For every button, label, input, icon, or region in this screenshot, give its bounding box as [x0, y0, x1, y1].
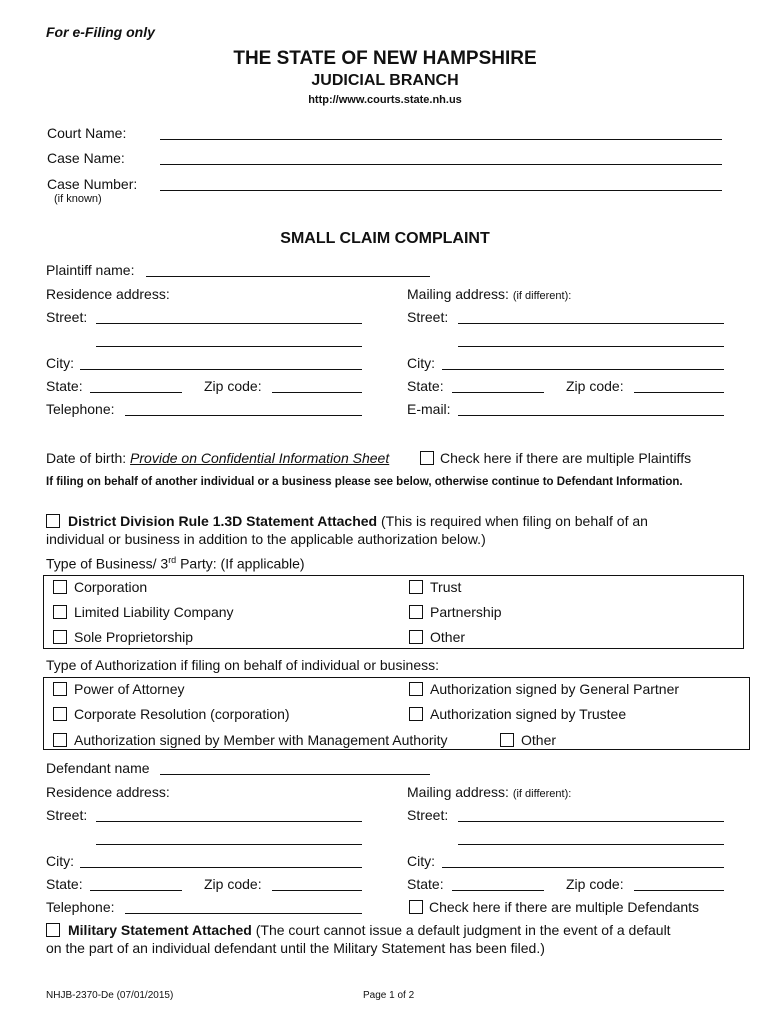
- defendant-mail-street-label: Street:: [407, 807, 449, 823]
- defendant-mail-street-field[interactable]: [458, 821, 724, 822]
- defendant-street2-field[interactable]: [96, 844, 362, 845]
- case-number-field[interactable]: [160, 190, 722, 191]
- plaintiff-mail-state-label: State:: [407, 378, 444, 394]
- plaintiff-street-field[interactable]: [96, 323, 362, 324]
- business-type-prefix: Type of Business/ 3: [46, 555, 169, 572]
- military-statement-checkbox[interactable]: [46, 923, 60, 937]
- plaintiff-city-label: City:: [46, 355, 74, 371]
- plaintiff-mailing-text: Mailing address:: [407, 286, 509, 302]
- behalf-note: If filing on behalf of another individual or a business please see below, otherwise continue to Defendant Information.: [46, 476, 683, 488]
- plaintiff-state-field[interactable]: [90, 392, 182, 393]
- business-type-sup: rd: [168, 555, 177, 565]
- defendant-mail-city-label: City:: [407, 853, 435, 869]
- dob-label: Date of birth:: [46, 450, 127, 466]
- llc-label: Limited Liability Company: [74, 604, 234, 620]
- plaintiff-state-label: State:: [46, 378, 83, 394]
- authorization-type-label: Type of Authorization if filing on behalf of individual or business:: [46, 657, 440, 673]
- plaintiff-telephone-label: Telephone:: [46, 401, 115, 417]
- rule-statement-title: District Division Rule 1.3D Statement Attached: [68, 513, 378, 529]
- trustee-checkbox[interactable]: [409, 707, 423, 721]
- dob-instruction: Provide on Confidential Information Sheet: [130, 450, 390, 466]
- defendant-street-label: Street:: [46, 807, 88, 823]
- plaintiff-mail-street2-field[interactable]: [458, 346, 724, 347]
- form-id: NHJB-2370-De (07/01/2015): [46, 990, 174, 1001]
- corporate-resolution-label: Corporate Resolution (corporation): [74, 706, 290, 722]
- trust-checkbox[interactable]: [409, 580, 423, 594]
- multiple-defendants-checkbox[interactable]: [409, 900, 423, 914]
- defendant-mail-street2-field[interactable]: [458, 844, 724, 845]
- plaintiff-street2-field[interactable]: [96, 346, 362, 347]
- authorization-other-label: Other: [521, 732, 557, 748]
- plaintiff-name-field[interactable]: [146, 276, 430, 277]
- sole-proprietorship-checkbox[interactable]: [53, 630, 67, 644]
- partnership-label: Partnership: [430, 604, 502, 620]
- member-authorization-checkbox[interactable]: [53, 733, 67, 747]
- member-authorization-label: Authorization signed by Member with Management Authority: [74, 732, 448, 748]
- court-name-label: Court Name:: [47, 125, 127, 141]
- multiple-plaintiffs-checkbox[interactable]: [420, 451, 434, 465]
- branch-title: JUDICIAL BRANCH: [311, 72, 459, 89]
- rule-statement-line1: [68, 513, 648, 529]
- partnership-checkbox[interactable]: [409, 605, 423, 619]
- if-known-note: (if known): [54, 193, 102, 205]
- defendant-telephone-label: Telephone:: [46, 899, 115, 915]
- defendant-if-different: (if different):: [512, 788, 572, 800]
- rule-statement-checkbox[interactable]: [46, 514, 60, 528]
- form-title: SMALL CLAIM COMPLAINT: [280, 230, 490, 247]
- power-of-attorney-label: Power of Attorney: [74, 681, 185, 697]
- general-partner-label: Authorization signed by General Partner: [430, 681, 680, 697]
- defendant-mail-state-label: State:: [407, 876, 444, 892]
- defendant-mail-zip-field[interactable]: [634, 890, 724, 891]
- case-name-field[interactable]: [160, 164, 722, 165]
- llc-checkbox[interactable]: [53, 605, 67, 619]
- general-partner-checkbox[interactable]: [409, 682, 423, 696]
- defendant-name-label: Defendant name: [46, 760, 150, 776]
- plaintiff-residence-label: Residence address:: [46, 286, 170, 302]
- military-statement-line1: [68, 922, 671, 938]
- plaintiff-city-field[interactable]: [80, 369, 362, 370]
- business-other-checkbox[interactable]: [409, 630, 423, 644]
- court-name-field[interactable]: [160, 139, 722, 140]
- plaintiff-mail-street-label: Street:: [407, 309, 449, 325]
- plaintiff-email-label: E-mail:: [407, 401, 451, 417]
- court-url[interactable]: http://www.courts.state.nh.us: [308, 94, 462, 106]
- defendant-mail-city-field[interactable]: [442, 867, 724, 868]
- plaintiff-mail-zip-field[interactable]: [634, 392, 724, 393]
- defendant-telephone-field[interactable]: [125, 913, 362, 914]
- defendant-city-field[interactable]: [80, 867, 362, 868]
- case-name-label: Case Name:: [47, 150, 125, 166]
- military-statement-text1: (The court cannot issue a default judgment in the event of a default: [251, 922, 671, 938]
- plaintiff-mail-city-field[interactable]: [442, 369, 724, 370]
- defendant-street-field[interactable]: [96, 821, 362, 822]
- defendant-name-field[interactable]: [160, 774, 430, 775]
- business-type-suffix: Party: (If applicable): [176, 555, 305, 572]
- defendant-zip-field[interactable]: [272, 890, 362, 891]
- plaintiff-mailing-label: [407, 286, 571, 302]
- case-number-label: Case Number:: [47, 176, 138, 192]
- corporation-label: Corporation: [74, 579, 148, 595]
- business-other-label: Other: [430, 629, 466, 645]
- plaintiff-street-label: Street:: [46, 309, 88, 325]
- corporation-checkbox[interactable]: [53, 580, 67, 594]
- defendant-mail-zip-label: Zip code:: [566, 876, 624, 892]
- trustee-label: Authorization signed by Trustee: [430, 706, 627, 722]
- dob-line: [46, 450, 389, 466]
- plaintiff-mail-city-label: City:: [407, 355, 435, 371]
- efiling-note: For e-Filing only: [46, 24, 155, 40]
- plaintiff-name-label: Plaintiff name:: [46, 262, 135, 278]
- plaintiff-mail-street-field[interactable]: [458, 323, 724, 324]
- business-type-label: [46, 555, 305, 572]
- trust-label: Trust: [430, 579, 462, 595]
- defendant-mailing-text: Mailing address:: [407, 784, 509, 800]
- plaintiff-if-different: (if different):: [512, 290, 572, 302]
- authorization-other-checkbox[interactable]: [500, 733, 514, 747]
- defendant-mail-state-field[interactable]: [452, 890, 544, 891]
- defendant-state-label: State:: [46, 876, 83, 892]
- plaintiff-zip-label: Zip code:: [204, 378, 262, 394]
- defendant-state-field[interactable]: [90, 890, 182, 891]
- state-title: THE STATE OF NEW HAMPSHIRE: [233, 48, 537, 69]
- rule-statement-text1: (This is required when filing on behalf of an: [377, 513, 648, 529]
- plaintiff-mail-zip-label: Zip code:: [566, 378, 624, 394]
- plaintiff-zip-field[interactable]: [272, 392, 362, 393]
- page-number: Page 1 of 2: [363, 990, 415, 1001]
- defendant-zip-label: Zip code:: [204, 876, 262, 892]
- military-statement-text2: on the part of an individual defendant until the Military Statement has been filed.): [46, 940, 545, 956]
- plaintiff-telephone-field[interactable]: [125, 415, 362, 416]
- military-statement-title: Military Statement Attached: [68, 922, 252, 938]
- plaintiff-mail-state-field[interactable]: [452, 392, 544, 393]
- defendant-city-label: City:: [46, 853, 74, 869]
- power-of-attorney-checkbox[interactable]: [53, 682, 67, 696]
- plaintiff-email-field[interactable]: [458, 415, 724, 416]
- multiple-defendants-label: Check here if there are multiple Defendants: [429, 899, 700, 915]
- multiple-plaintiffs-label: Check here if there are multiple Plaintiffs: [440, 450, 692, 466]
- defendant-residence-label: Residence address:: [46, 784, 170, 800]
- defendant-mailing-label: [407, 784, 571, 800]
- corporate-resolution-checkbox[interactable]: [53, 707, 67, 721]
- rule-statement-text2: individual or business in addition to the applicable authorization below.): [46, 531, 486, 547]
- sole-proprietorship-label: Sole Proprietorship: [74, 629, 194, 645]
